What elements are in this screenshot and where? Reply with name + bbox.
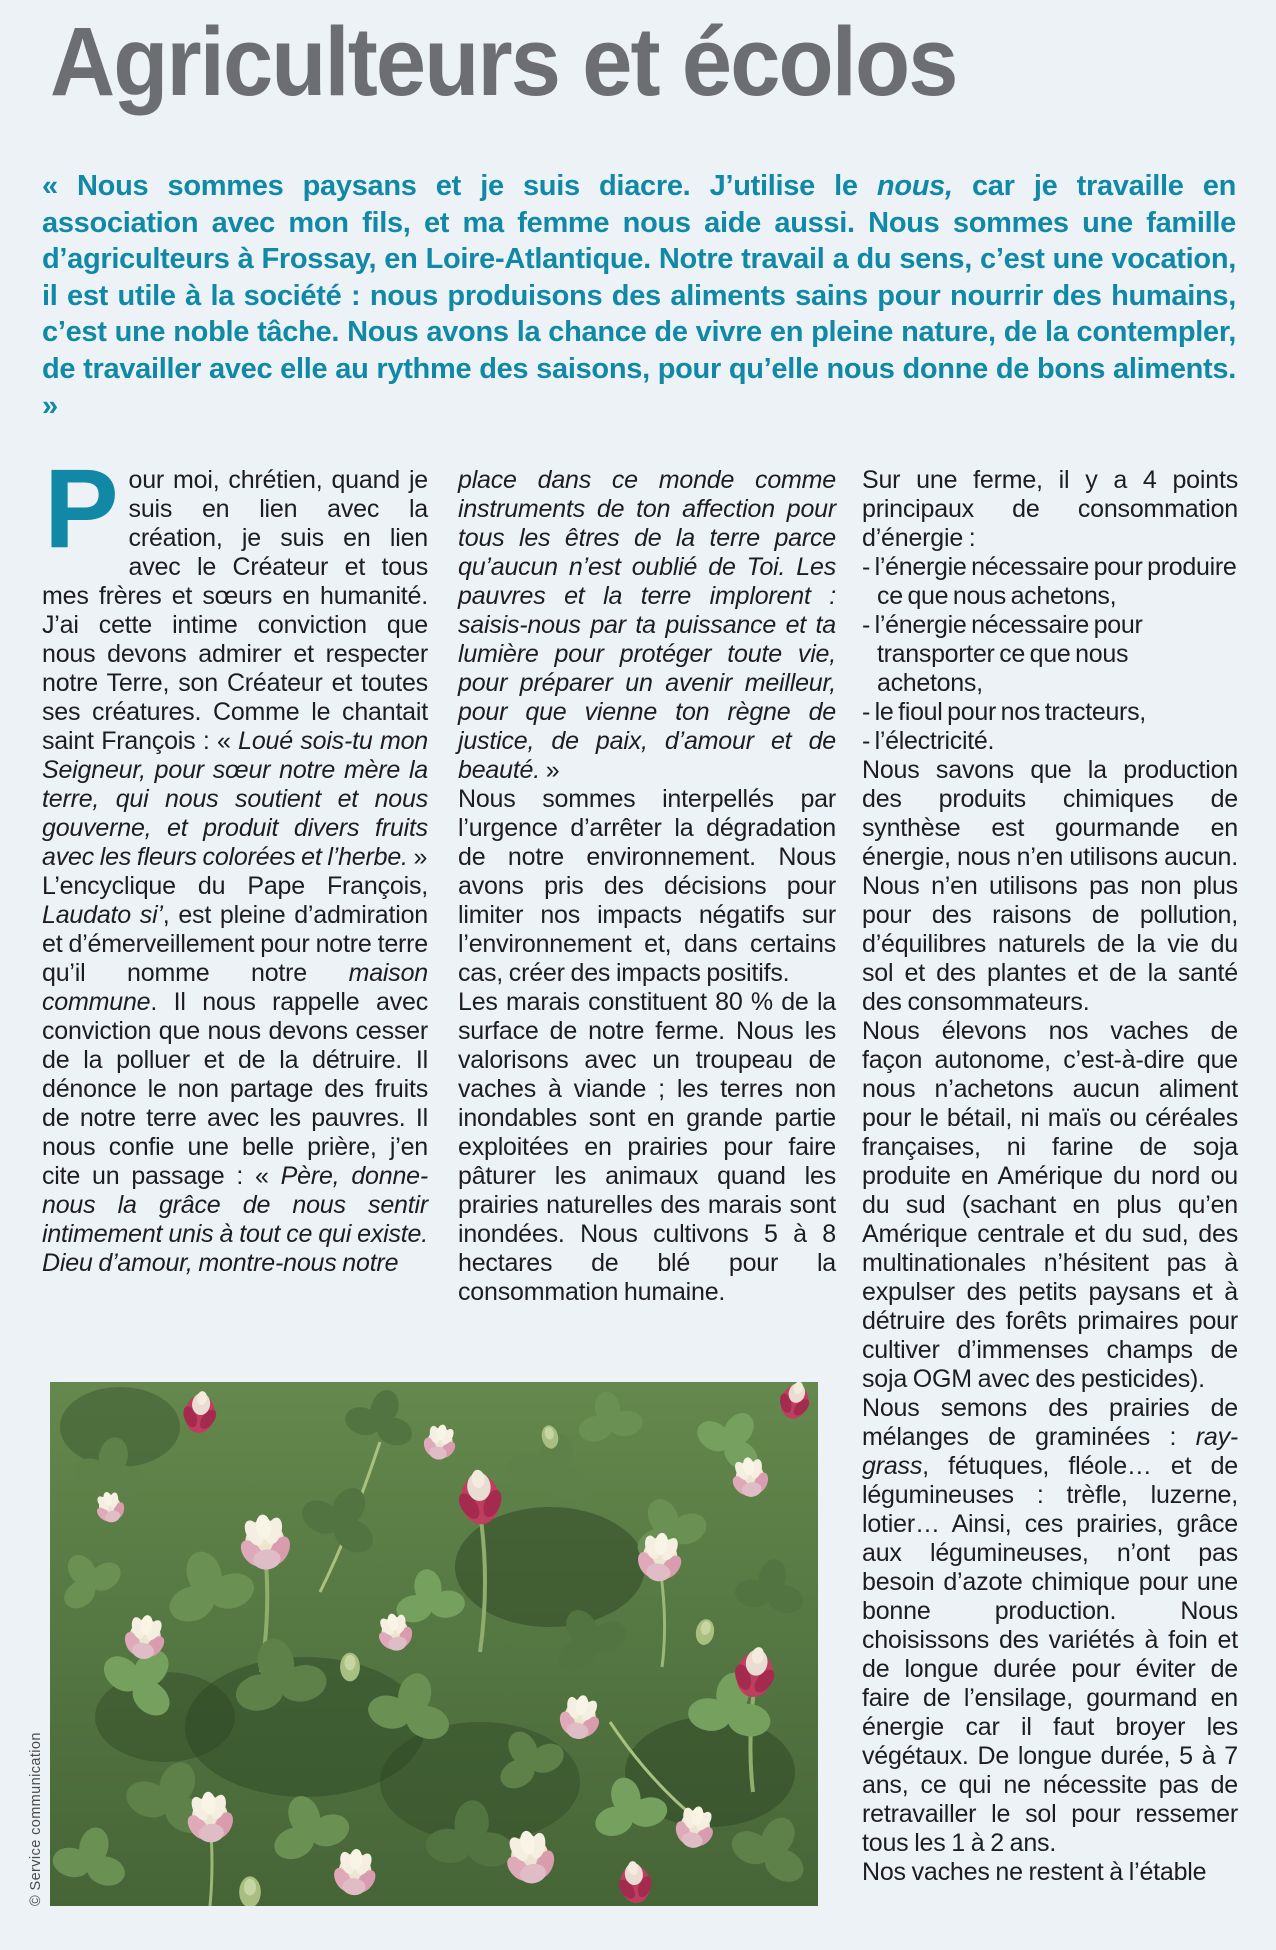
drop-cap: P [44, 446, 119, 571]
clover-field-illustration [50, 1382, 818, 1906]
energy-bullet: - l’électricité. [862, 727, 995, 755]
paragraph: place dans ce monde comme instruments de ton affection pour tous les êtres de la terre parce qu’aucun n’est oublié de Toi. Les pauvres et la terre implorent : saisis-nous par ta puissance et ta lumière pour protéger toute vie, pour préparer un avenir meilleur, pour que vienne ton règne de justice, de paix, d’amour et de beauté. » [458, 466, 836, 784]
paragraph: Sur une ferme, il y a 4 points principaux de consommation d’énergie : [862, 466, 1238, 552]
clover-field-photo [50, 1382, 818, 1906]
column-2 [458, 466, 836, 1307]
paragraph: Pour moi, chrétien, quand je suis en lien avec la création, je suis en lien avec le Créateur et tous mes frères et sœurs en humanité. J’ai cette intime conviction que nous devons admirer et respecter notre Terre, son Créateur et toutes ses créatures. Comme le chantait saint François : « Loué sois-tu mon Seigneur, pour sœur notre mère la terre, qui nous soutient et nous gouverne, et produit divers fruits avec les fleurs colorées et l’herbe. » [42, 446, 428, 871]
energy-bullet: - l’énergie nécessaire pour transporter ce que nous achetons, [862, 611, 1143, 697]
paragraph: Nous savons que la production des produits chimiques de synthèse est gourmande en énergie, nous n’en utilisons aucun. Nous n’en utilisons pas non plus pour des raisons de pollution, d’équilibres naturels de la vie du sol et des plantes et de la santé des consommateurs. [862, 756, 1238, 1016]
paragraph: Nous élevons nos vaches de façon autonome, c’est-à-dire que nous n’achetons aucun aliment pour le bétail, ni maïs ou céréales françaises, ni farine de soja produite en Amérique du nord ou du sud (sachant en plus qu’en Amérique centrale et du sud, des multinationales n’hésitent pas à expulser des petits paysans et à détruire des forêts primaires pour cultiver d’immenses champs de soja OGM avec des pesticides). [862, 1017, 1238, 1393]
paragraph: Les marais constituent 80 % de la surface de notre ferme. Nous les valorisons avec un troupeau de vaches à viande ; les terres non inondables sont en grande partie exploitées en prairies pour faire pâturer les animaux quand les prairies naturelles des marais sont inondées. Nous cultivons 5 à 8 hectares de blé pour la consommation humaine. [458, 988, 836, 1306]
column-1 [42, 446, 428, 1278]
energy-bullet: - l’énergie nécessaire pour produire ce que nous achetons, [862, 553, 1237, 610]
photo-credit: © Service communication [28, 1732, 44, 1906]
energy-bullet: - le fioul pour nos tracteurs, [862, 698, 1146, 726]
column-3 [862, 466, 1238, 1887]
article-title: Agriculteurs et écolos [50, 7, 957, 116]
intro-quote: « Nous sommes paysans et je suis diacre. J’utilise le nous, car je travaille en association avec mon fils, et ma femme nous aide aussi. Nous sommes une famille d’agriculteurs à Frossay, en Loire-Atlantique. Notre travail a du sens, c’est une vocation, il est utile à la société : nous produisons des aliments sains pour nourrir des humains, c’est une noble tâche. Nous avons la chance de vivre en pleine nature, de la contempler, de travailler avec elle au rythme des saisons, pour qu’elle nous donne de bons aliments. » [42, 170, 1236, 422]
paragraph: Nos vaches ne restent à l’étable [862, 1858, 1207, 1886]
paragraph: L’encyclique du Pape François, Laudato si’, est pleine d’admiration et d’émerveillement pour notre terre qu’il nomme notre maison commune. Il nous rappelle avec conviction que nous devons cesser de la polluer et de la détruire. Il dénonce le non partage des fruits de notre terre avec les pauvres. Il nous confie une belle prière, j’en cite un passage : « Père, donne-nous la grâce de nous sentir intimement unis à tout ce qui existe. Dieu d’amour, montre-nous notre [42, 872, 428, 1277]
paragraph: Nous sommes interpellés par l’urgence d’arrêter la dégradation de notre environnement. Nous avons pris des décisions pour limiter nos impacts négatifs sur l’environnement et, dans certains cas, créer des impacts positifs. [458, 785, 836, 987]
paragraph: Nous semons des prairies de mélanges de graminées : ray-grass, fétuques, fléole… et de légumineuses : trèfle, luzerne, lotier… Ainsi, ces prairies, grâce aux légumineuses, n’ont pas besoin d’azote chimique pour une bonne production. Nous choisissons des variétés à foin et de longue durée pour éviter de faire de l’ensilage, gourmand en énergie car il faut broyer les végétaux. De longue durée, 5 à 7 ans, ce qui ne nécessite pas de retravailler le sol pour ressemer tous les 1 à 2 ans. [862, 1394, 1238, 1857]
